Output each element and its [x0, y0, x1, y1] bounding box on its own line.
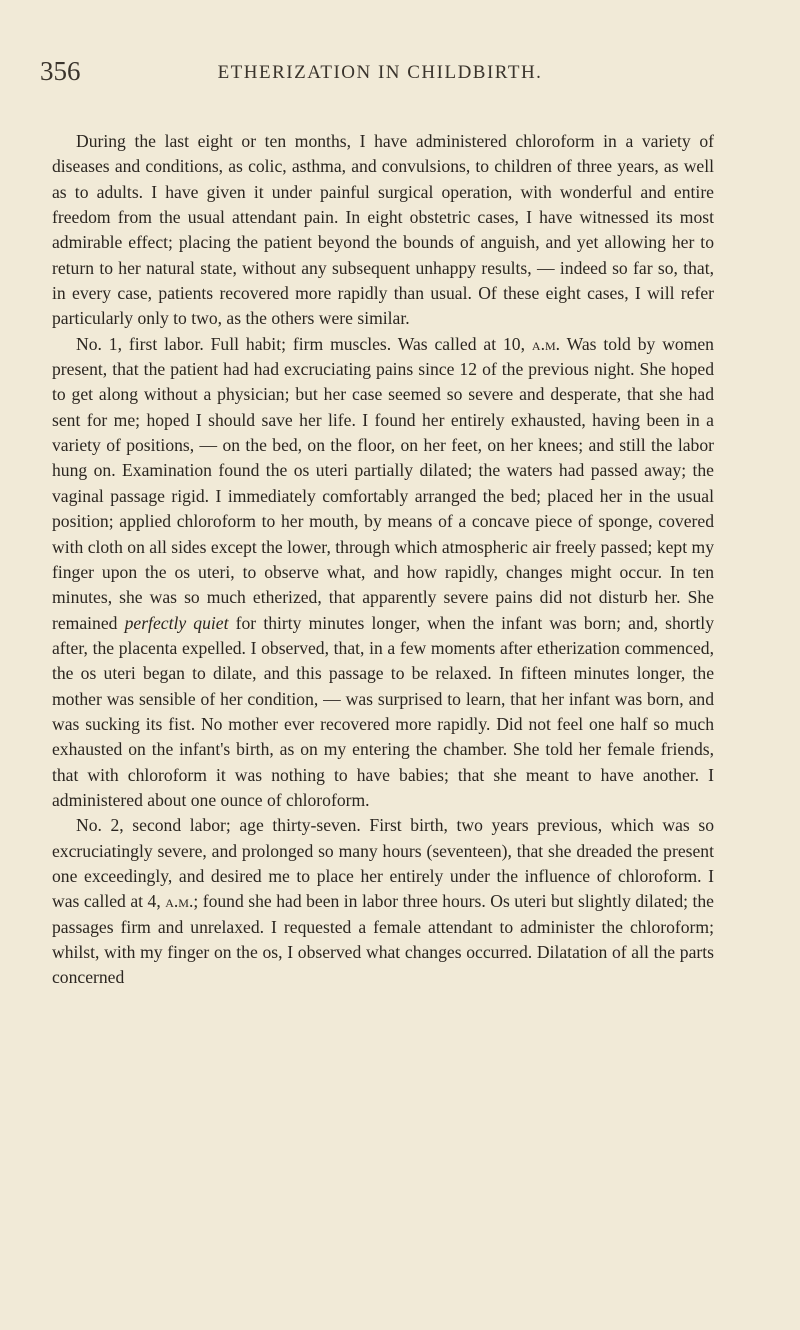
page-header — [40, 56, 720, 96]
page-number: 356 — [40, 56, 81, 86]
time-abbrev: a.m. — [165, 891, 194, 912]
paragraph-case-1 — [52, 332, 714, 814]
time-abbrev: a.m. — [531, 333, 561, 354]
paragraph-general-experience — [52, 129, 714, 332]
case-1-text-middle: Was told by women present, that the patient had had excruciating pains since 12 of the previous night. She hoped to get along without a physician; but her case seemed so severe and desperate, that she had sent for me; hoped I should save her life. I found her entirely exhausted, having been in a variety of positions, — on the bed, on the floor, on her feet, on her knees; and still the labor hung on. Examination found the os uteri partially dilated; the waters had passed away; the vaginal passage rigid. I immediately comfortably arranged the bed; placed her in the usual position; applied chloroform to her mouth, by means of a concave piece of sponge, covered with cloth on all sides except the lower, through which atmospheric air freely passed; kept my finger upon the os uteri, to observe what, and how rapidly, changes might occur. In ten minutes, she was so much etherized, that apparently severe pains did not disturb her. She remained — [52, 333, 714, 633]
case-2-text-end: ; found she had been in labor three hours. Os uteri but slightly dilated; the passages firm and unrelaxed. I requested a female attendant to administer the chloroform; whilst, with my finger on the os, I observed what changes occurred. Dilatation of all the parts concerned — [52, 891, 714, 988]
running-title: ETHERIZATION IN CHILDBIRTH. — [217, 62, 543, 83]
case-1-text-end: for thirty minutes longer, when the infant was born; and, shortly after, the placenta expelled. I observed, that, in a few moments after etherization commenced, the os uteri began to dilate, and this passage to be relaxed. In fifteen minutes longer, the mother was sensible of her condition, — was surprised to learn, that her infant was born, and was sucking its fist. No mother ever recovered more rapidly. Did not feel one half so much exhausted on the infant's birth, as on my entering the chamber. She told her female friends, that with chloroform it was nothing to have babies; that she meant to have another. I administered about one ounce of chloroform. — [52, 612, 714, 810]
paragraph-text: During the last eight or ten months, I have administered chloroform in a variety of diseases and conditions, as colic, asthma, and convulsions, to children of three years, as well as to adults. I have given it under painful surgical operation, with wonderful and entire freedom from the usual attendant pain. In eight obstetric cases, I have witnessed its most admirable effect; placing the patient beyond the bounds of anguish, and yet allowing her to return to her natural state, without any subsequent unhappy results, — indeed so far so, that, in every case, patients recovered more rapidly than usual. Of these eight cases, I will refer particularly only to two, as the others were similar. — [52, 131, 714, 329]
emphasized-phrase: perfectly quiet — [124, 612, 229, 633]
case-2-text-start: No. 2, second labor; age thirty-seven. First birth, two years previous, which was so excruciatingly severe, and prolonged so many hours (seventeen), that she dreaded the present one exceedingly, and desired me to place her entirely under the influence of chloroform. I was called at 4, — [52, 815, 714, 912]
paragraph-case-2 — [52, 813, 714, 990]
case-1-text-start: No. 1, first labor. Full habit; firm muscles. Was called at 10, — [76, 333, 526, 354]
body-text — [52, 129, 714, 991]
